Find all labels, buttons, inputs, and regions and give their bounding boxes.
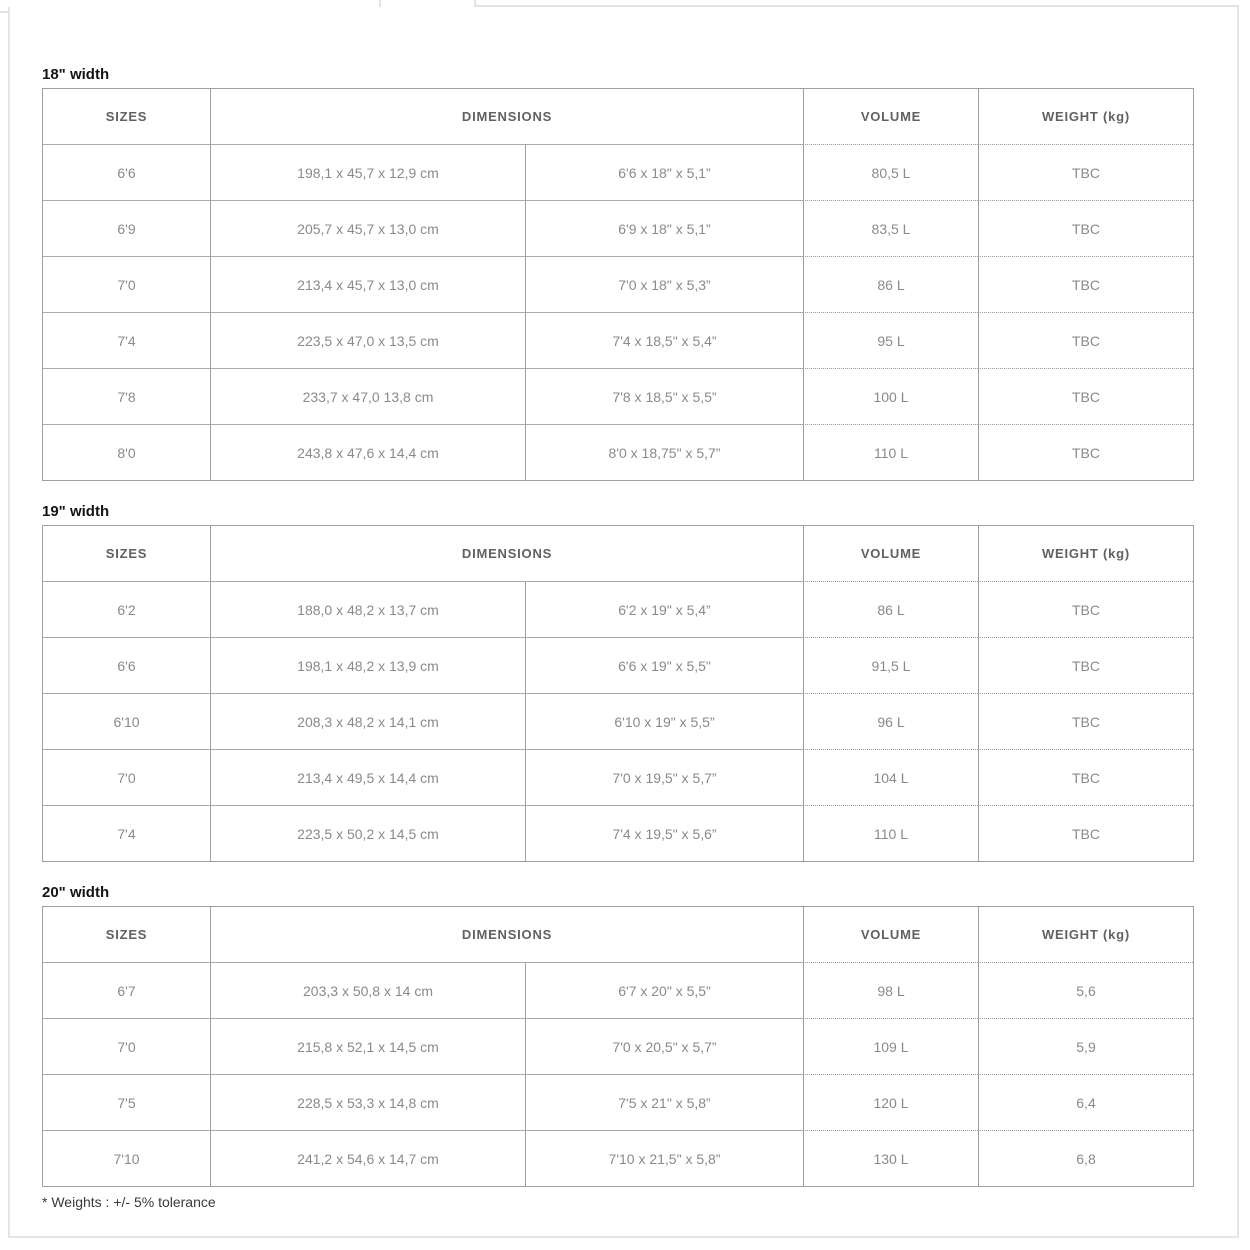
size-cell: 7'0 [43,749,210,805]
dimensions-cm-cell: 205,7 x 45,7 x 13,0 cm [210,200,525,256]
size-cell: 8'0 [43,424,210,480]
weight-cell: 5,6 [978,962,1193,1018]
dimensions-cm-cell: 213,4 x 45,7 x 13,0 cm [210,256,525,312]
weight-cell: TBC [978,637,1193,693]
col-header-volume: VOLUME [803,526,978,581]
dimensions-cm-cell: 188,0 x 48,2 x 13,7 cm [210,581,525,637]
table-row [43,637,1193,693]
weights-tolerance-footnote: * Weights : +/- 5% tolerance [42,1194,216,1210]
section-19-width [42,503,1192,862]
volume-cell: 109 L [803,1018,978,1074]
col-header-dimensions: DIMENSIONS [210,89,803,144]
tab-bar-fragment-right [474,0,1239,7]
dimensions-imperial-cell: 6'6 x 18" x 5,1” [525,144,803,200]
header-row [43,526,1193,581]
weight-cell: TBC [978,805,1193,861]
volume-cell: 95 L [803,312,978,368]
dimensions-imperial-cell: 7'4 x 18,5" x 5,4” [525,312,803,368]
volume-cell: 100 L [803,368,978,424]
table-row [43,1074,1193,1130]
section-18-width [42,66,1192,481]
table-row [43,368,1193,424]
col-header-weight: WEIGHT (kg) [978,526,1193,581]
table-row [43,1018,1193,1074]
dimensions-imperial-cell: 6'10 x 19" x 5,5” [525,693,803,749]
col-header-dimensions: DIMENSIONS [210,526,803,581]
table-row [43,1130,1193,1186]
size-cell: 6'9 [43,200,210,256]
dimensions-imperial-cell: 7'0 x 19,5" x 5,7” [525,749,803,805]
dimensions-imperial-cell: 7'0 x 20,5" x 5,7” [525,1018,803,1074]
col-header-volume: VOLUME [803,907,978,962]
spec-panel [8,7,1239,1238]
dimensions-imperial-cell: 6'7 x 20" x 5,5” [525,962,803,1018]
volume-cell: 86 L [803,256,978,312]
dimensions-cm-cell: 243,8 x 47,6 x 14,4 cm [210,424,525,480]
weight-cell: TBC [978,749,1193,805]
size-cell: 6'7 [43,962,210,1018]
dimensions-cm-cell: 223,5 x 50,2 x 14,5 cm [210,805,525,861]
header-row [43,907,1193,962]
size-cell: 6'10 [43,693,210,749]
dimensions-imperial-cell: 7'5 x 21" x 5,8” [525,1074,803,1130]
dimensions-cm-cell: 208,3 x 48,2 x 14,1 cm [210,693,525,749]
dimensions-cm-cell: 241,2 x 54,6 x 14,7 cm [210,1130,525,1186]
dimensions-cm-cell: 215,8 x 52,1 x 14,5 cm [210,1018,525,1074]
col-header-dimensions: DIMENSIONS [210,907,803,962]
section-title: 20" width [42,884,110,901]
spec-table-20 [42,906,1194,1187]
weight-cell: 5,9 [978,1018,1193,1074]
table-row [43,581,1193,637]
volume-cell: 110 L [803,424,978,480]
header-row [43,89,1193,144]
dimensions-imperial-cell: 6'9 x 18" x 5,1” [525,200,803,256]
size-cell: 7'0 [43,1018,210,1074]
table-row [43,693,1193,749]
dimensions-cm-cell: 198,1 x 48,2 x 13,9 cm [210,637,525,693]
dimensions-imperial-cell: 7'10 x 21,5" x 5,8” [525,1130,803,1186]
table-row [43,424,1193,480]
size-cell: 7'10 [43,1130,210,1186]
weight-cell: 6,4 [978,1074,1193,1130]
weight-cell: TBC [978,693,1193,749]
weight-cell: TBC [978,256,1193,312]
weight-cell: TBC [978,144,1193,200]
col-header-sizes: SIZES [43,89,210,144]
volume-cell: 110 L [803,805,978,861]
volume-cell: 91,5 L [803,637,978,693]
dimensions-imperial-cell: 6'6 x 19" x 5,5" [525,637,803,693]
size-cell: 6'2 [43,581,210,637]
weight-cell: TBC [978,312,1193,368]
volume-cell: 96 L [803,693,978,749]
section-title: 19" width [42,503,110,520]
size-cell: 7'8 [43,368,210,424]
weight-cell: TBC [978,200,1193,256]
weight-cell: TBC [978,581,1193,637]
weight-cell: 6,8 [978,1130,1193,1186]
volume-cell: 98 L [803,962,978,1018]
size-cell: 7'4 [43,805,210,861]
size-cell: 6'6 [43,144,210,200]
weight-cell: TBC [978,424,1193,480]
col-header-weight: WEIGHT (kg) [978,907,1193,962]
volume-cell: 120 L [803,1074,978,1130]
col-header-sizes: SIZES [43,526,210,581]
dimensions-cm-cell: 233,7 x 47,0 13,8 cm [210,368,525,424]
dimensions-cm-cell: 203,3 x 50,8 x 14 cm [210,962,525,1018]
table-row [43,312,1193,368]
col-header-volume: VOLUME [803,89,978,144]
dimensions-imperial-cell: 7'4 x 19,5" x 5,6” [525,805,803,861]
volume-cell: 86 L [803,581,978,637]
section-title: 18" width [42,66,110,83]
dimensions-imperial-cell: 6'2 x 19" x 5,4” [525,581,803,637]
table-row [43,200,1193,256]
table-row [43,962,1193,1018]
spec-content [42,7,1192,1210]
volume-cell: 83,5 L [803,200,978,256]
volume-cell: 104 L [803,749,978,805]
col-header-sizes: SIZES [43,907,210,962]
dimensions-cm-cell: 213,4 x 49,5 x 14,4 cm [210,749,525,805]
size-cell: 6'6 [43,637,210,693]
section-20-width [42,884,1192,1187]
dimensions-cm-cell: 223,5 x 47,0 x 13,5 cm [210,312,525,368]
dimensions-imperial-cell: 8'0 x 18,75" x 5,7” [525,424,803,480]
table-row [43,749,1193,805]
volume-cell: 130 L [803,1130,978,1186]
spec-table-18 [42,88,1194,481]
volume-cell: 80,5 L [803,144,978,200]
dimensions-imperial-cell: 7'8 x 18,5" x 5,5” [525,368,803,424]
size-cell: 7'0 [43,256,210,312]
size-cell: 7'5 [43,1074,210,1130]
table-row [43,144,1193,200]
dimensions-cm-cell: 228,5 x 53,3 x 14,8 cm [210,1074,525,1130]
table-row [43,805,1193,861]
weight-cell: TBC [978,368,1193,424]
size-cell: 7'4 [43,312,210,368]
table-row [43,256,1193,312]
spec-table-19 [42,525,1194,862]
dimensions-cm-cell: 198,1 x 45,7 x 12,9 cm [210,144,525,200]
col-header-weight: WEIGHT (kg) [978,89,1193,144]
dimensions-imperial-cell: 7'0 x 18" x 5,3” [525,256,803,312]
